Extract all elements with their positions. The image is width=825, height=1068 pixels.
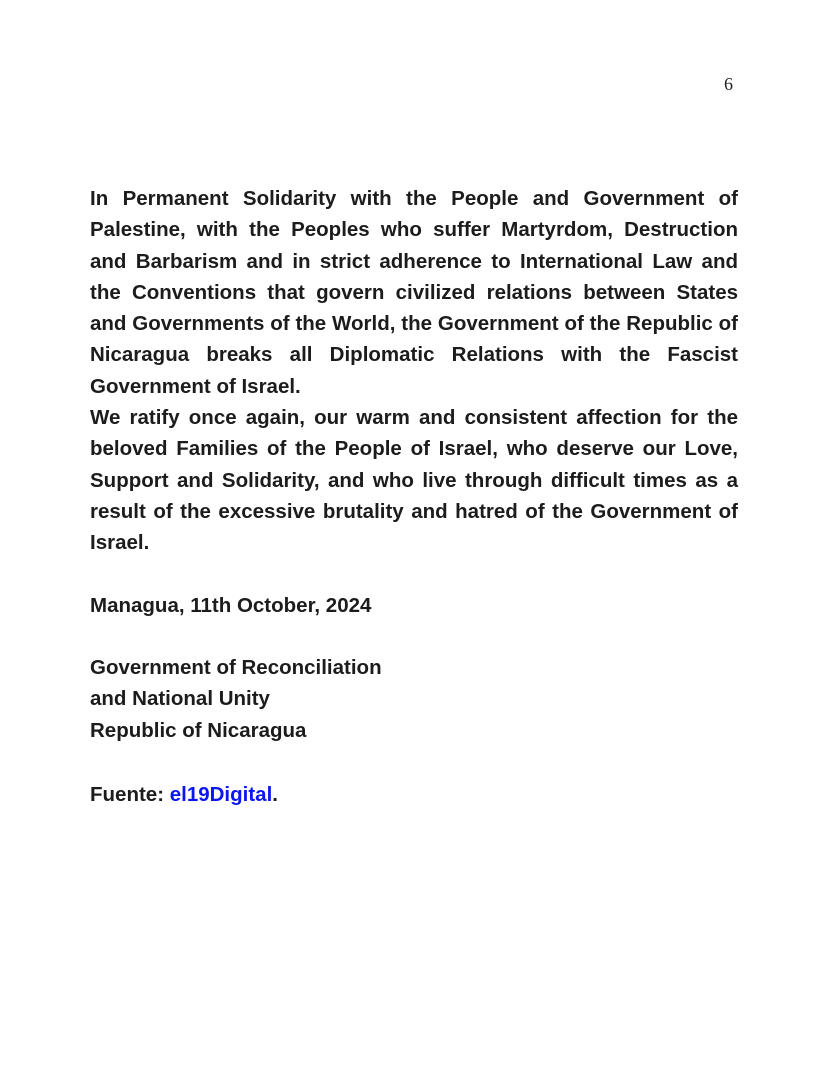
signature-line-republic: Republic of Nicaragua (90, 718, 307, 742)
dateline: Managua, 11th October, 2024 (90, 593, 372, 617)
document-body (90, 183, 738, 811)
paragraph-ratify-statement: We ratify once again, our warm and consistent affection for the beloved Families of the People of Israel, who deserve our Love, Support and Solidarity, and who live through difficult times as a result of the excessive brutality and hatred of the Government of Israel. (90, 406, 738, 555)
signature-block (90, 652, 738, 747)
page-number: 6 (724, 74, 733, 94)
signature-line-government: Government of Reconciliation (90, 655, 382, 679)
paragraph-solidarity-statement: In Permanent Solidarity with the People and Government of Palestine, with the Peoples who suffer Martyrdom, Destruction and Barbarism and in strict adherence to International Law and the Conventions that govern civilized relations between States and Governments of the World, the Government of the Republic of Nicaragua breaks all Diplomatic Relations with the Fascist Government of Israel. (90, 187, 738, 398)
source-suffix: . (272, 783, 278, 807)
source-label: Fuente: (90, 783, 170, 807)
signature-line-unity: and National Unity (90, 687, 270, 711)
source-line (90, 779, 738, 810)
source-link[interactable]: el19Digital (169, 783, 273, 807)
